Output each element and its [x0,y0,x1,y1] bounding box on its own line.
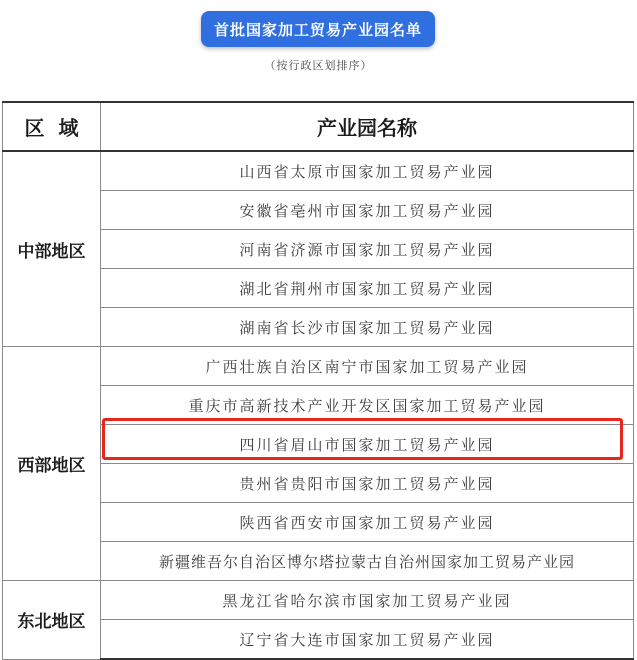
subtitle: （按行政区划排序） [264,59,373,72]
region-central: 中部地区 [3,151,101,347]
table-row: 湖南省长沙市国家加工贸易产业园 [101,308,634,347]
region-western: 西部地区 [3,347,101,581]
title-badge: 首批国家加工贸易产业园名单 [201,11,435,47]
region-northeast: 东北地区 [3,581,101,660]
table-row: 广西壮族自治区南宁市国家加工贸易产业园 [101,347,634,386]
table-row: 安徽省亳州市国家加工贸易产业园 [101,191,634,230]
table-row: 贵州省贵阳市国家加工贸易产业园 [101,464,634,503]
header-park-name: 产业园名称 [101,102,634,151]
table-row: 山西省太原市国家加工贸易产业园 [101,151,634,191]
industrial-park-table [2,101,634,660]
table-row: 河南省济源市国家加工贸易产业园 [101,230,634,269]
table-row: 辽宁省大连市国家加工贸易产业园 [101,620,634,660]
table-row-highlighted: 四川省眉山市国家加工贸易产业园 [101,425,634,464]
table-row: 新疆维吾尔自治区博尔塔拉蒙古自治州国家加工贸易产业园 [101,542,634,581]
table-row: 湖北省荆州市国家加工贸易产业园 [101,269,634,308]
header-region: 区 域 [3,102,101,151]
table-row: 黑龙江省哈尔滨市国家加工贸易产业园 [101,581,634,620]
table-row: 陕西省西安市国家加工贸易产业园 [101,503,634,542]
table-row: 重庆市高新技术产业开发区国家加工贸易产业园 [101,386,634,425]
